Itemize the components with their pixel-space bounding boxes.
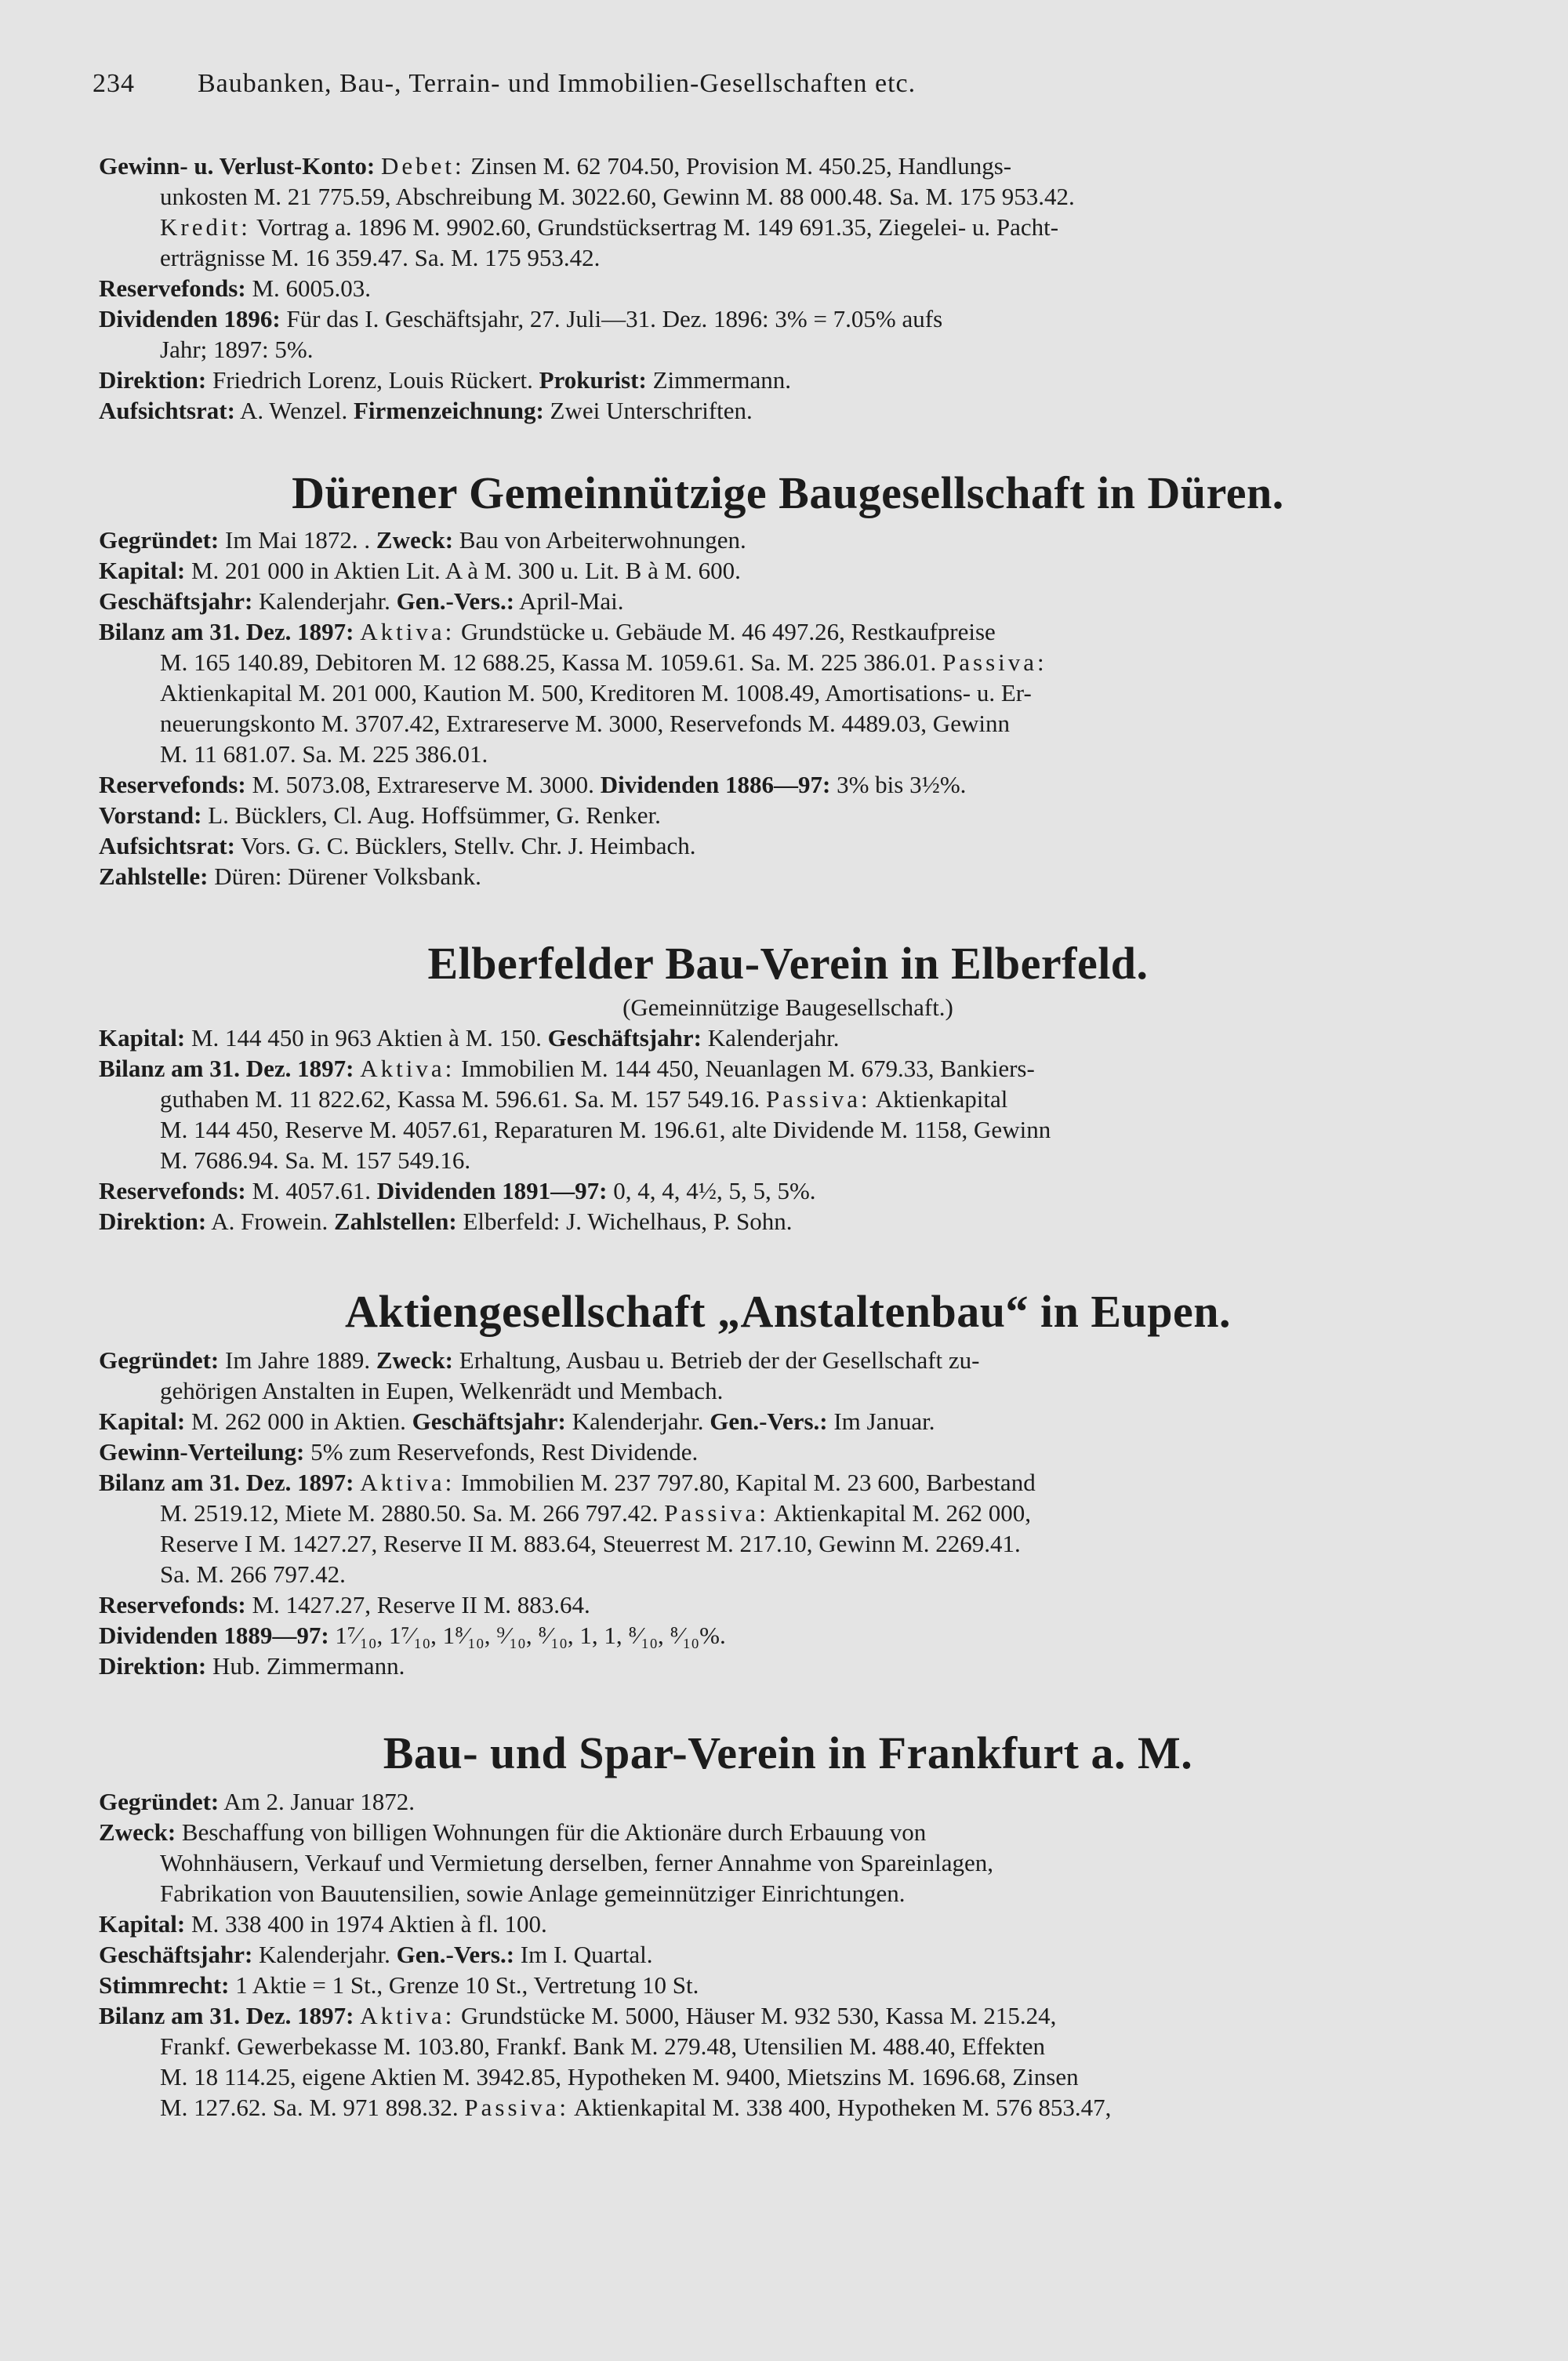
field-value: April-Mai.: [514, 587, 624, 615]
field-label: Gen.-Vers.:: [710, 1408, 828, 1435]
field-label: Reservefonds:: [99, 1177, 246, 1204]
field-value: M. 5073.08, Extrareserve M. 3000.: [245, 771, 601, 798]
field-value: M. 1427.27, Reserve II M. 883.64.: [245, 1591, 590, 1618]
field-value: Immobilien M. 237 797.80, Kapital M. 23 600, Barbestand: [455, 1469, 1036, 1496]
text-line: Wohnhäusern, Verkauf und Vermietung derselben, ferner Annahme von Spareinlagen,: [160, 1849, 993, 1876]
text-line: [99, 1053, 1477, 1084]
field-label: Bilanz am 31. Dez. 1897:: [99, 1469, 354, 1496]
field-value: Kalenderjahr.: [565, 1408, 710, 1435]
text-line: unkosten M. 21 775.59, Abschreibung M. 3022.60, Gewinn M. 88 000.48. Sa. M. 175 953.42.: [160, 183, 1075, 210]
field-value: Elberfeld: J. Wichelhaus, P. Sohn.: [456, 1208, 793, 1235]
field-label: Gegründet:: [99, 1788, 220, 1815]
field-value: Vors. G. C. Bücklers, Stellv. Chr. J. Heimbach.: [234, 832, 696, 859]
section-subtitle: (Gemeinnützige Baugesellschaft.): [622, 993, 953, 1021]
section-title: Dürener Gemeinnützige Baugesellschaft in Düren.: [292, 467, 1284, 518]
text-line: [99, 1437, 1477, 1467]
field-label: Dividenden 1891—97:: [376, 1177, 608, 1204]
page-content: [99, 151, 1477, 2123]
section-title: Elberfelder Bau-Verein in Elberfeld.: [427, 938, 1149, 989]
spaced-label: Aktiva:: [360, 1055, 456, 1082]
entry-elberfeld: [99, 1022, 1477, 1237]
field-label: Reservefonds:: [99, 274, 246, 302]
page-number: 234: [93, 69, 135, 98]
field-label: Vorstand:: [99, 801, 202, 829]
text-line: [99, 1651, 1477, 1681]
text-line: erträgnisse M. 16 359.47. Sa. M. 175 953.42.: [160, 244, 601, 271]
section-title: Bau- und Spar-Verein in Frankfurt a. M.: [383, 1727, 1193, 1778]
field-value: Aktienkapital M. 262 000,: [768, 1499, 1031, 1527]
field-label: Kapital:: [99, 1910, 186, 1938]
field-value: Im I. Quartal.: [514, 1941, 653, 1968]
field-label: Geschäftsjahr:: [412, 1408, 566, 1435]
field-value: Kalenderjahr.: [252, 587, 397, 615]
field-value: guthaben M. 11 822.62, Kassa M. 596.61. Sa. M. 157 549.16.: [160, 1085, 766, 1113]
field-label: Bilanz am 31. Dez. 1897:: [99, 1055, 354, 1082]
text-line: [99, 830, 1477, 861]
text-line: [99, 1939, 1477, 1970]
text-line: [99, 1084, 1477, 1114]
text-line: [99, 616, 1477, 647]
field-value: M. 201 000 in Aktien Lit. A à M. 300 u. Lit. B à M. 600.: [185, 557, 741, 584]
text-line: Jahr; 1897: 5%.: [160, 336, 314, 363]
text-line: [99, 1406, 1477, 1437]
field-label: Gen.-Vers.:: [396, 1941, 515, 1968]
field-label: Gewinn- u. Verlust-Konto:: [99, 152, 376, 180]
spaced-label: Passiva:: [942, 648, 1047, 676]
spaced-label: Passiva:: [765, 1085, 871, 1113]
field-value: A. Wenzel.: [234, 397, 354, 424]
field-label: Zweck:: [376, 1346, 454, 1374]
field-value: Hub. Zimmermann.: [206, 1652, 405, 1680]
text-line: Reserve I M. 1427.27, Reserve II M. 883.64, Steuerrest M. 217.10, Gewinn M. 2269.41.: [160, 1530, 1021, 1557]
text-line: [99, 395, 1477, 426]
spaced-label: Aktiva:: [360, 618, 456, 645]
field-label: Gewinn-Verteilung:: [99, 1438, 305, 1466]
field-label: Stimmrecht:: [99, 1971, 230, 1999]
text-line: M. 7686.94. Sa. M. 157 549.16.: [160, 1146, 471, 1174]
field-value: M. 127.62. Sa. M. 971 898.32.: [160, 2094, 465, 2121]
section-title: Aktiengesellschaft „Anstaltenbau“ in Eupen.: [344, 1286, 1232, 1337]
spaced-label: Debet:: [380, 152, 465, 180]
text-line: [99, 525, 1477, 555]
text-line: [99, 1909, 1477, 1939]
text-line: [99, 1206, 1477, 1237]
field-value: Im Januar.: [827, 1408, 935, 1435]
field-label: Gen.-Vers.:: [396, 587, 515, 615]
field-value: M. 144 450 in 963 Aktien à M. 150.: [185, 1024, 548, 1052]
text-line: [99, 273, 1477, 303]
text-line: Sa. M. 266 797.42.: [160, 1560, 346, 1588]
text-line: [99, 1620, 1477, 1651]
field-value: Grundstücke u. Gebäude M. 46 497.26, Restkaufpreise: [455, 618, 996, 645]
text-line: [99, 555, 1477, 586]
field-value: Immobilien M. 144 450, Neuanlagen M. 679.33, Bankiers-: [455, 1055, 1035, 1082]
field-label: Kapital:: [99, 557, 186, 584]
field-value: Kalenderjahr.: [252, 1941, 397, 1968]
field-label: Direktion:: [99, 1652, 207, 1680]
field-label: Reservefonds:: [99, 771, 246, 798]
text-line: [99, 2000, 1477, 2031]
field-label: Gegründet:: [99, 1346, 220, 1374]
text-line: [99, 303, 1477, 334]
entry-continued: [99, 151, 1477, 426]
field-label: Aufsichtsrat:: [99, 397, 235, 424]
field-value: M. 338 400 in 1974 Aktien à fl. 100.: [185, 1910, 547, 1938]
field-label: Zahlstelle:: [99, 863, 209, 890]
text-line: [99, 1786, 1477, 1817]
field-label: Geschäftsjahr:: [99, 587, 253, 615]
field-label: Geschäftsjahr:: [99, 1941, 253, 1968]
field-value: 0, 4, 4, 4½, 5, 5, 5%.: [607, 1177, 816, 1204]
text-line: [99, 1022, 1477, 1053]
field-label: Zweck:: [99, 1818, 176, 1846]
field-label: Reservefonds:: [99, 1591, 246, 1618]
text-line: Frankf. Gewerbekasse M. 103.80, Frankf. Bank M. 279.48, Utensilien M. 488.40, Effekten: [160, 2032, 1046, 2060]
spaced-label: Aktiva:: [360, 2002, 456, 2029]
field-label: Geschäftsjahr:: [547, 1024, 702, 1052]
field-value: Bau von Arbeiterwohnungen.: [453, 526, 746, 554]
text-line: [99, 1467, 1477, 1498]
text-line: M. 144 450, Reserve M. 4057.61, Reparaturen M. 196.61, alte Dividende M. 1158, Gewinn: [160, 1116, 1051, 1143]
text-line: gehörigen Anstalten in Eupen, Welkenrädt und Membach.: [160, 1377, 724, 1404]
text-line: Aktienkapital M. 201 000, Kaution M. 500, Kreditoren M. 1008.49, Amortisations- u. Er-: [160, 679, 1032, 706]
spaced-label: Passiva:: [464, 2094, 570, 2121]
text-line: [99, 151, 1477, 181]
field-label: Prokurist:: [539, 366, 647, 394]
text-line: [99, 586, 1477, 616]
field-label: Dividenden 1889—97:: [99, 1622, 329, 1649]
text-line: M. 11 681.07. Sa. M. 225 386.01.: [160, 740, 488, 768]
field-value: M. 4057.61.: [245, 1177, 377, 1204]
entry-dueren: [99, 525, 1477, 892]
text-line: [99, 1345, 1477, 1375]
field-value: M. 2519.12, Miete M. 2880.50. Sa. M. 266 797.42.: [160, 1499, 665, 1527]
field-value: M. 262 000 in Aktien.: [185, 1408, 412, 1435]
field-label: Direktion:: [99, 1208, 207, 1235]
field-value: A. Frowein.: [206, 1208, 334, 1235]
field-label: Bilanz am 31. Dez. 1897:: [99, 2002, 354, 2029]
page-header: [93, 69, 916, 99]
field-value: M. 6005.03.: [245, 274, 372, 302]
field-value: Friedrich Lorenz, Louis Rückert.: [206, 366, 539, 394]
field-value: Beschaffung von billigen Wohnungen für die Aktionäre durch Erbauung von: [176, 1818, 927, 1846]
field-label: Kapital:: [99, 1024, 186, 1052]
field-value: 3% bis 3½%.: [830, 771, 967, 798]
text-line: [99, 1970, 1477, 2000]
text-line: [99, 1589, 1477, 1620]
field-value: Aktienkapital M. 338 400, Hypotheken M. 576 853.47,: [569, 2094, 1112, 2121]
field-value: Erhaltung, Ausbau u. Betrieb der der Gesellschaft zu-: [453, 1346, 980, 1374]
field-label: Direktion:: [99, 366, 207, 394]
text-line: [99, 800, 1477, 830]
field-label: Dividenden 1886—97:: [600, 771, 831, 798]
text-line: M. 18 114.25, eigene Aktien M. 3942.85, Hypotheken M. 9400, Mietszins M. 1696.68, Zinsen: [160, 2063, 1079, 2090]
field-value: Für das I. Geschäftsjahr, 27. Juli—31. Dez. 1896: 3% = 7.05% aufs: [280, 305, 943, 332]
text-line: [99, 1817, 1477, 1847]
field-value: Kalenderjahr.: [701, 1024, 840, 1052]
field-label: Dividenden 1896:: [99, 305, 281, 332]
running-title: Baubanken, Bau-, Terrain- und Immobilien-Gesellschaften etc.: [198, 69, 916, 98]
field-label: Firmenzeichnung:: [353, 397, 544, 424]
spaced-label: Passiva:: [664, 1499, 769, 1527]
field-value: Zimmermann.: [646, 366, 792, 394]
field-value: Zinsen M. 62 704.50, Provision M. 450.25, Handlungs-: [464, 152, 1012, 180]
field-value: Düren: Dürener Volksbank.: [208, 863, 481, 890]
field-label: Gegründet:: [99, 526, 220, 554]
field-label: Zweck:: [376, 526, 454, 554]
text-line: [99, 647, 1477, 677]
text-line: [99, 861, 1477, 892]
text-line: [99, 769, 1477, 800]
field-value: 5% zum Reservefonds, Rest Dividende.: [304, 1438, 699, 1466]
field-value: L. Bücklers, Cl. Aug. Hoffsümmer, G. Renker.: [201, 801, 661, 829]
entry-frankfurt: [99, 1786, 1477, 2123]
field-value: Im Jahre 1889.: [219, 1346, 376, 1374]
field-label: Kapital:: [99, 1408, 186, 1435]
text-line: [99, 365, 1477, 395]
field-value: Aktienkapital: [870, 1085, 1008, 1113]
text-line: [99, 1175, 1477, 1206]
field-value: Am 2. Januar 1872.: [219, 1788, 415, 1815]
field-value: Zwei Unterschriften.: [543, 397, 753, 424]
field-label: Aufsichtsrat:: [99, 832, 235, 859]
entry-eupen: [99, 1345, 1477, 1681]
field-label: Bilanz am 31. Dez. 1897:: [99, 618, 354, 645]
field-value: 1⁷⁄₁₀, 1⁷⁄₁₀, 1⁸⁄₁₀, ⁹⁄₁₀, ⁸⁄₁₀, 1, 1, ⁸⁄₁₀, ⁸⁄₁₀%.: [328, 1622, 726, 1649]
text-line: [99, 1498, 1477, 1528]
field-value: Im Mai 1872. .: [219, 526, 376, 554]
text-line: Fabrikation von Bauutensilien, sowie Anlage gemeinnütziger Einrichtungen.: [160, 1880, 906, 1907]
text-line: [99, 2092, 1477, 2123]
text-line: neuerungskonto M. 3707.42, Extrareserve M. 3000, Reservefonds M. 4489.03, Gewinn: [160, 710, 1010, 737]
text-line: [99, 212, 1477, 242]
field-value: 1 Aktie = 1 St., Grenze 10 St., Vertretung 10 St.: [229, 1971, 699, 1999]
field-value: Grundstücke M. 5000, Häuser M. 932 530, Kassa M. 215.24,: [455, 2002, 1057, 2029]
field-value: M. 165 140.89, Debitoren M. 12 688.25, Kassa M. 1059.61. Sa. M. 225 386.01.: [160, 648, 942, 676]
spaced-label: Aktiva:: [360, 1469, 456, 1496]
field-value: Vortrag a. 1896 M. 9902.60, Grundstücksertrag M. 149 691.35, Ziegelei- u. Pacht-: [250, 213, 1059, 241]
field-label: Zahlstellen:: [333, 1208, 457, 1235]
spaced-label: Kredit:: [160, 213, 251, 241]
